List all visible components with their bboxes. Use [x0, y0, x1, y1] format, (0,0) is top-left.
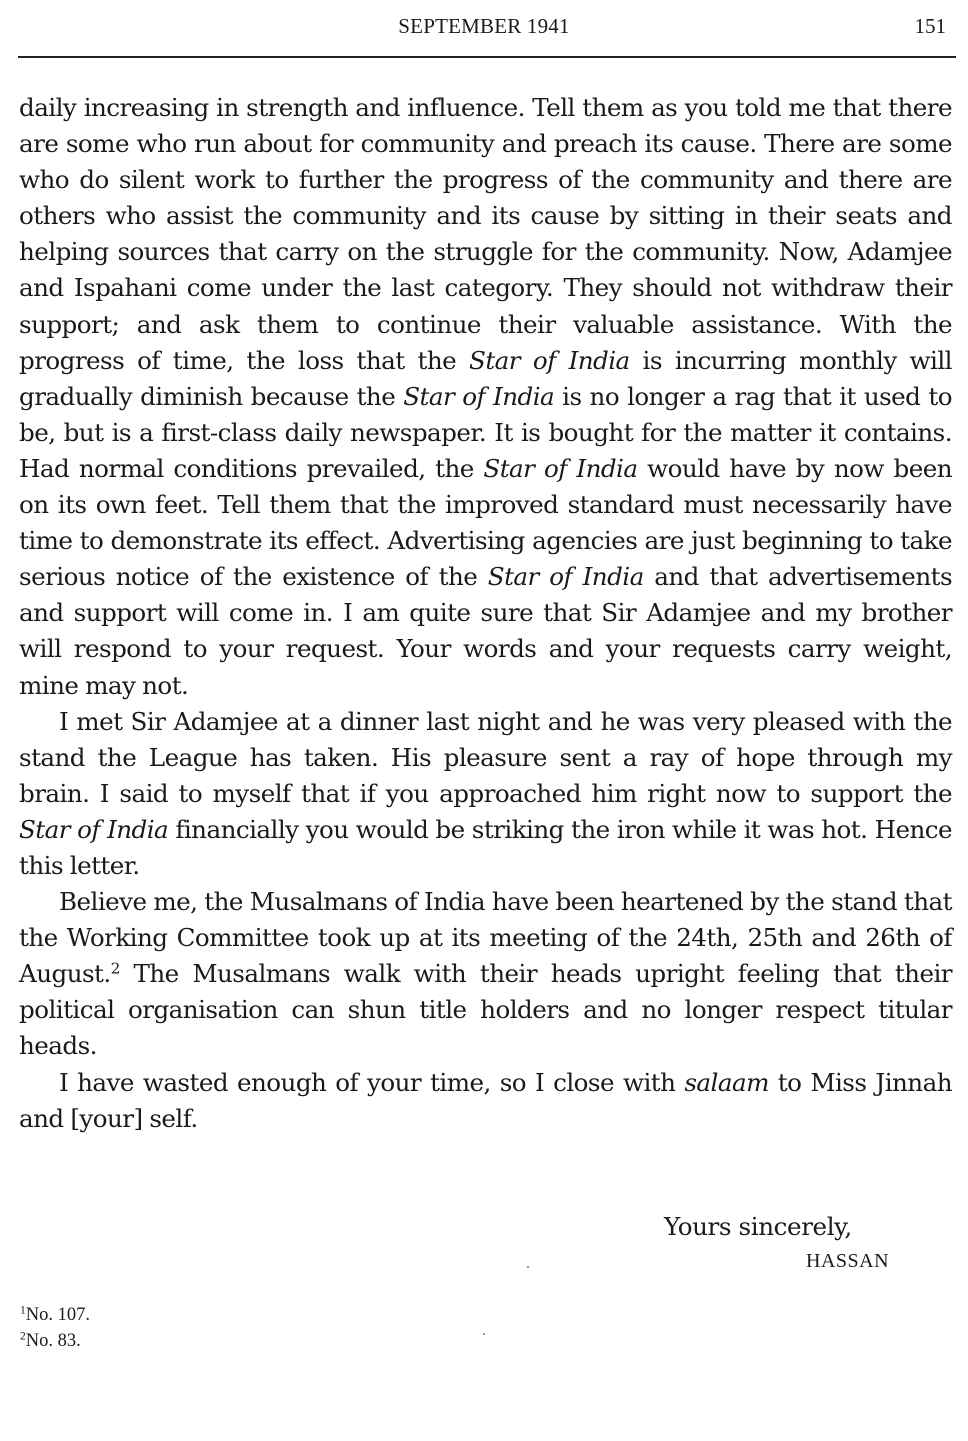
paragraph-text: I met Sir Adamjee at a dinner last night and he was very pleased with the stand the League has taken. His pleasure sent a ray of hope through my brain. I said to myself that if you approached him right now to support the [19, 706, 952, 808]
footnote [20, 1328, 90, 1354]
footnote-marker: 2 [20, 1330, 26, 1343]
paragraph [19, 1065, 952, 1137]
paragraph-text: I have wasted enough of your time, so I close with [59, 1067, 685, 1097]
footnote-text: No. 107. [25, 1305, 90, 1325]
paragraph [19, 90, 952, 704]
paragraph-text: daily increasing in strength and influence. Tell them as you told me that there are some who run about for community and preach its cause. There are some who do silent work to further the progress of the community and there are others who assist the community and its cause by sitting in their seats and helping sources that carry on the struggle for the community. Now, Adamjee and Ispahani come under the last category. They should not withdraw their support; and ask them to continue their valuable assistance. With the progress of time, the loss that the [19, 93, 952, 375]
paragraph [19, 704, 952, 884]
paragraph-text: Believe me, the Musalmans of India have been heartened by the stand that the Working Committee took up at its meeting of the 24th, 25th and 26th of August. [19, 887, 952, 989]
running-head-title: SEPTEMBER 1941 [398, 14, 570, 38]
letter-body [19, 90, 952, 1137]
paragraph-text: to Miss Jinnah and [your] self. [19, 1067, 952, 1133]
paragraph-text: financially you would be striking the iron while it was hot. Hence this letter. [19, 814, 952, 880]
scan-speck [483, 1333, 485, 1335]
italic-title: Star of India [469, 345, 630, 375]
running-head [0, 14, 968, 44]
signature: HASSAN [806, 1250, 890, 1272]
valediction: Yours sincerely, [664, 1212, 852, 1241]
footnote-text: No. 83. [25, 1331, 81, 1351]
footnote-marker: 1 [20, 1304, 26, 1317]
paragraph-text: and that advertisements and support will come in. I am quite sure that Sir Adamjee and my brother will respond to your request. Your words and your requests carry weight, mine may not. [19, 562, 953, 700]
paragraph-text: The Musalmans walk with their heads upright feeling that their political organisation can shun title holders and no longer respect titular heads. [19, 959, 952, 1061]
italic-title: Star of India [487, 562, 644, 592]
paragraph-text: is no longer a rag that it used to be, but is a first-class daily newspaper. It is bought for the matter it contains. Had normal conditions prevailed, the [19, 381, 952, 483]
footnote-ref: 2 [110, 959, 120, 978]
scan-speck [527, 1266, 529, 1268]
page-number: 151 [914, 14, 946, 38]
italic-title: Star of India [483, 453, 638, 483]
header-rule [18, 56, 956, 58]
footnotes [20, 1302, 90, 1354]
italic-title: salaam [684, 1067, 769, 1097]
paragraph [19, 884, 952, 1064]
italic-title: Star of India [403, 381, 555, 411]
paragraph-text: would have by now been on its own feet. Tell them that the improved standard must necessarily have time to demonstrate its effect. Advertising agencies are just beginning to take serious notice of the existence of the [19, 453, 952, 592]
paragraph-text: is incurring monthly will gradually diminish because the [19, 345, 953, 411]
footnote [20, 1302, 90, 1328]
italic-title: Star of India [19, 814, 169, 844]
